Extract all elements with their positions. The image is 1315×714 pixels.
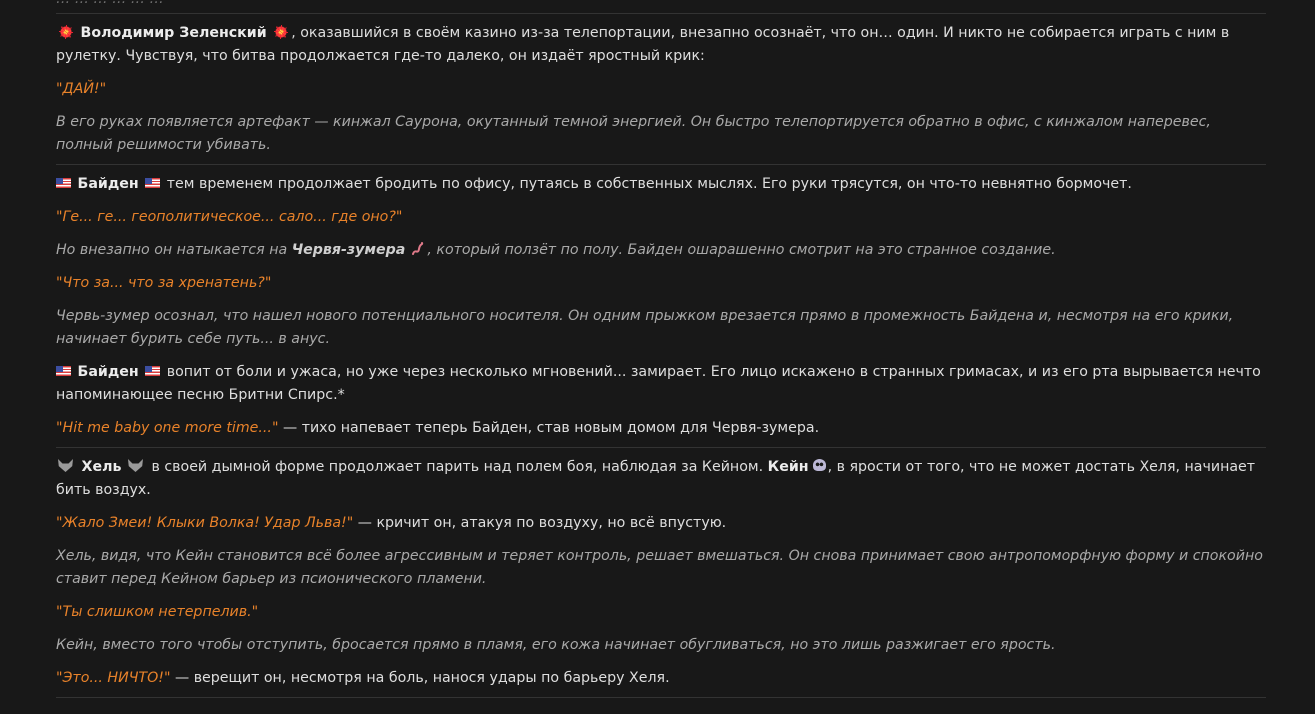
worm-name: Червя-зумера <box>291 242 406 258</box>
paragraph-biden-2 <box>56 361 1266 407</box>
message-block-zelensky <box>56 13 1266 153</box>
quote-paragraph <box>56 512 1266 535</box>
speaker-name: Хель <box>81 459 122 475</box>
message-block-hel <box>56 447 1266 686</box>
wolf-icon <box>128 459 143 472</box>
explosion-icon <box>274 25 288 39</box>
after-quote-text: — кричит он, атакуя по воздуху, но всё впустую. <box>353 515 727 531</box>
quote-line: "Ты слишком нетерпелив." <box>56 604 259 620</box>
narration-line: Червь-зумер осознал, что нашел нового потенциального носителя. Он одним прыжком врезается прямо в промежность Байдена и, несмотря на его крики, начинает бурить себе путь... в анус. <box>56 308 1234 347</box>
intro-text: , оказавшийся в своём казино из-за телепортации, внезапно осознаёт, что он… один. И никто не собирается играть с ним в рулетку. Чувствуя, что битва продолжается где-то далеко, он издаёт яростный крик: <box>56 25 1230 64</box>
cut-off-line <box>56 0 164 11</box>
skull-icon <box>813 459 826 471</box>
message-block-biden <box>56 164 1266 436</box>
intro-text: вопит от боли и ужаса, но уже через несколько мгновений... замирает. Его лицо искажено в странных гримасах, и из его рта вырывается нечто напоминающее песню Бритни Спирс.* <box>56 364 1261 403</box>
us-flag-icon <box>56 178 71 188</box>
speaker-name: Байден <box>77 176 139 192</box>
explosion-icon <box>59 25 73 39</box>
intro-text: тем временем продолжает бродить по офису, путаясь в собственных мыслях. Его руки трясутся, он что-то невнятно бормочет. <box>162 176 1132 192</box>
quote-paragraph <box>56 667 1266 690</box>
quote-line: "Что за... что за хренатень?" <box>56 275 272 291</box>
us-flag-icon <box>145 366 160 376</box>
quote-line: "ДАЙ!" <box>56 81 107 97</box>
quote-text: "Это... НИЧТО!" <box>56 670 171 686</box>
worm-icon <box>411 242 425 256</box>
us-flag-icon <box>56 366 71 376</box>
narration-line <box>56 239 1266 262</box>
narration-line: В его руках появляется артефакт — кинжал Саурона, окутанный темной энергией. Он быстро телепортируется обратно в офис, с кинжалом наперевес, полный решимости убивать. <box>56 114 1211 153</box>
after-quote-text: — тихо напевает теперь Байден, став новым домом для Червя-зумера. <box>278 420 820 436</box>
quote-paragraph <box>56 417 1266 440</box>
paragraph-intro <box>56 22 1266 68</box>
paragraph-intro <box>56 456 1266 502</box>
intro-text: , в ярости от того, что не может достать Хеля, начинает бить воздух. <box>56 459 1256 498</box>
speaker-name: Володимир Зеленский <box>80 25 267 41</box>
narration-line: Кейн, вместо того чтобы отступить, бросается прямо в пламя, его кожа начинает обугливаться, но это лишь разжигает его ярость. <box>56 637 1056 653</box>
narration-line: Хель, видя, что Кейн становится всё более агрессивным и теряет контроль, решает вмешаться. Он снова принимает свою антропоморфную форму и спокойно ставит перед Кейном барьер из псионического пламени. <box>56 548 1263 587</box>
quote-text: "Жало Змеи! Клыки Волка! Удар Льва!" <box>56 515 354 531</box>
wolf-icon <box>58 459 73 472</box>
paragraph-intro <box>56 173 1266 196</box>
intro-text: в своей дымной форме продолжает парить над полем боя, наблюдая за Кейном. <box>146 459 768 475</box>
speaker-name-kane: Кейн <box>767 459 809 475</box>
divider <box>56 697 1266 698</box>
after-quote-text: — верещит он, несмотря на боль, нанося удары по барьеру Хеля. <box>170 670 670 686</box>
narration-text: Но внезапно он натыкается на <box>56 242 292 258</box>
us-flag-icon <box>145 178 160 188</box>
speaker-name: Байден <box>77 364 139 380</box>
narration-text: , который ползёт по полу. Байден ошарашенно смотрит на это странное создание. <box>427 242 1056 258</box>
quote-line: "Ге... ге... геополитическое... сало... где оно?" <box>56 209 403 225</box>
quote-text: "Hit me baby one more time..." <box>56 420 279 436</box>
